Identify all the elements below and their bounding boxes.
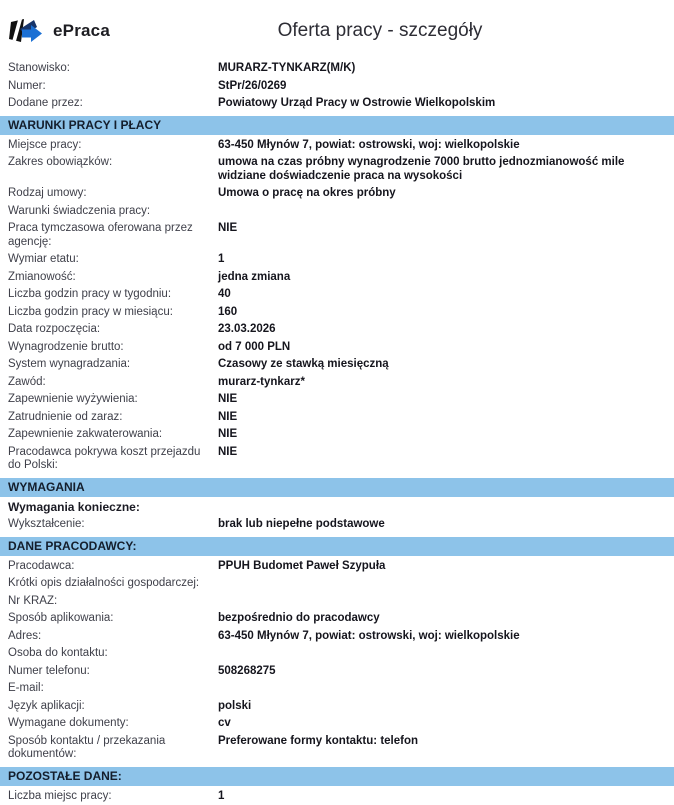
field-label: Zapewnienie wyżywienia: bbox=[8, 393, 138, 406]
field-label: Warunki świadczenia pracy: bbox=[8, 204, 151, 217]
field-label: Zakres obowiązków: bbox=[8, 156, 113, 169]
field-row bbox=[0, 60, 674, 78]
field-row bbox=[0, 426, 674, 444]
field-row bbox=[0, 663, 674, 681]
epraca-logo bbox=[8, 17, 158, 44]
field-value: brak lub niepełne podstawowe bbox=[218, 518, 385, 531]
field-label: Nr KRAZ: bbox=[8, 594, 58, 607]
field-value: 160 bbox=[218, 305, 238, 318]
field-label: Liczba miejsc pracy: bbox=[8, 789, 112, 802]
epraca-logo-icon bbox=[8, 17, 46, 44]
field-label: Rodzaj umowy: bbox=[8, 187, 87, 200]
field-value: umowa na czas próbny wynagrodzenie 7000 brutto jednozmianowość mile widziane doświadczenie praca na wysokości bbox=[218, 156, 625, 182]
field-label: Wykształcenie: bbox=[8, 518, 85, 531]
field-label: Sposób aplikowania: bbox=[8, 612, 114, 625]
field-row bbox=[0, 137, 674, 155]
field-row bbox=[0, 680, 674, 698]
field-label: Wynagrodzenie brutto: bbox=[8, 340, 124, 353]
section-heading: WYMAGANIA bbox=[0, 478, 674, 497]
field-label: Sposób kontaktu / przekazania dokumentów: bbox=[8, 734, 166, 761]
field-value: od 7 000 PLN bbox=[218, 340, 291, 353]
field-row bbox=[0, 339, 674, 357]
field-label: Krótki opis działalności gospodarczej: bbox=[8, 577, 200, 590]
field-value: 63-450 Młynów 7, powiat: ostrowski, woj: wielkopolskie bbox=[218, 138, 520, 151]
field-value: NIE bbox=[218, 222, 238, 235]
section-heading: DANE PRACODAWCY: bbox=[0, 537, 674, 556]
field-label: Data rozpoczęcia: bbox=[8, 323, 101, 336]
field-row bbox=[0, 593, 674, 611]
field-row bbox=[0, 516, 674, 534]
field-value: PPUH Budomet Paweł Szypuła bbox=[218, 559, 386, 572]
field-row bbox=[0, 628, 674, 646]
field-label: Pracodawca pokrywa koszt przejazdu do Polski: bbox=[8, 445, 201, 472]
field-value: Preferowane formy kontaktu: telefon bbox=[218, 734, 419, 747]
field-label: Zapewnienie zakwaterowania: bbox=[8, 428, 163, 441]
field-value: Powiatowy Urząd Pracy w Ostrowie Wielkopolskim bbox=[218, 97, 496, 110]
field-label: Adres: bbox=[8, 629, 42, 642]
field-row bbox=[0, 185, 674, 203]
field-label: Pracodawca: bbox=[8, 559, 75, 572]
field-label: E-mail: bbox=[8, 682, 44, 695]
field-value: StPr/26/0269 bbox=[218, 79, 287, 92]
field-label: Liczba godzin pracy w tygodniu: bbox=[8, 288, 172, 301]
field-value: MURARZ-TYNKARZ(M/K) bbox=[218, 62, 356, 75]
field-row bbox=[0, 698, 674, 716]
section-heading: POZOSTAŁE DANE: bbox=[0, 767, 674, 786]
field-value: NIE bbox=[218, 428, 238, 441]
field-value: 1 bbox=[218, 253, 225, 266]
field-row bbox=[0, 788, 674, 805]
field-label: Liczba godzin pracy w miesiącu: bbox=[8, 305, 173, 318]
field-row bbox=[0, 220, 674, 251]
field-label: Zawód: bbox=[8, 375, 46, 388]
field-value: cv bbox=[218, 717, 231, 730]
field-row bbox=[0, 304, 674, 322]
field-value: 508268275 bbox=[218, 664, 276, 677]
field-row bbox=[0, 154, 674, 185]
field-label: Stanowisko: bbox=[8, 62, 71, 75]
field-label: Wymiar etatu: bbox=[8, 253, 79, 266]
field-value bbox=[218, 647, 666, 661]
field-label: Numer telefonu: bbox=[8, 664, 90, 677]
field-row bbox=[0, 356, 674, 374]
field-value: bezpośrednio do pracodawcy bbox=[218, 612, 380, 625]
field-value: murarz-tynkarz* bbox=[218, 375, 305, 388]
field-label: System wynagradzania: bbox=[8, 358, 131, 371]
field-row bbox=[0, 203, 674, 221]
field-label: Numer: bbox=[8, 79, 46, 92]
field-value bbox=[218, 595, 666, 609]
field-row bbox=[0, 645, 674, 663]
field-label: Wymagane dokumenty: bbox=[8, 717, 129, 730]
field-label: Wymagania konieczne: bbox=[8, 499, 140, 514]
field-row bbox=[0, 321, 674, 339]
field-value: polski bbox=[218, 699, 252, 712]
field-value bbox=[218, 682, 666, 696]
page-title: Oferta pracy - szczegóły bbox=[277, 19, 483, 41]
field-value: Czasowy ze stawką miesięczną bbox=[218, 358, 389, 371]
field-row bbox=[0, 78, 674, 96]
content bbox=[0, 57, 674, 805]
top-bar bbox=[0, 0, 674, 57]
logo-wordmark: ePraca bbox=[53, 20, 110, 40]
field-row bbox=[0, 610, 674, 628]
field-row bbox=[0, 499, 674, 517]
field-value bbox=[218, 577, 666, 591]
field-value: 40 bbox=[218, 288, 231, 301]
field-value: Umowa o pracę na okres próbny bbox=[218, 187, 396, 200]
section-heading: WARUNKI PRACY I PŁACY bbox=[0, 116, 674, 135]
field-value: NIE bbox=[218, 445, 238, 458]
field-row bbox=[0, 444, 674, 475]
field-row bbox=[0, 575, 674, 593]
field-row bbox=[0, 286, 674, 304]
field-value: 23.03.2026 bbox=[218, 323, 276, 336]
field-value: 63-450 Młynów 7, powiat: ostrowski, woj: wielkopolskie bbox=[218, 629, 520, 642]
field-label: Miejsce pracy: bbox=[8, 138, 82, 151]
field-value: NIE bbox=[218, 410, 238, 423]
field-value bbox=[218, 205, 666, 219]
field-value bbox=[218, 501, 666, 515]
field-row bbox=[0, 95, 674, 113]
field-label: Praca tymczasowa oferowana przez agencję: bbox=[8, 222, 193, 248]
field-row bbox=[0, 391, 674, 409]
field-value: 1 bbox=[218, 789, 225, 802]
field-row bbox=[0, 374, 674, 392]
field-row bbox=[0, 733, 674, 764]
field-value: jedna zmiana bbox=[218, 270, 291, 283]
field-label: Język aplikacji: bbox=[8, 699, 85, 712]
field-label: Dodane przez: bbox=[8, 97, 83, 110]
field-row bbox=[0, 558, 674, 576]
field-label: Osoba do kontaktu: bbox=[8, 647, 108, 660]
field-label: Zmianowość: bbox=[8, 270, 76, 283]
field-row bbox=[0, 251, 674, 269]
field-label: Zatrudnienie od zaraz: bbox=[8, 410, 123, 423]
field-value: NIE bbox=[218, 393, 238, 406]
field-row bbox=[0, 715, 674, 733]
field-row bbox=[0, 269, 674, 287]
field-row bbox=[0, 409, 674, 427]
